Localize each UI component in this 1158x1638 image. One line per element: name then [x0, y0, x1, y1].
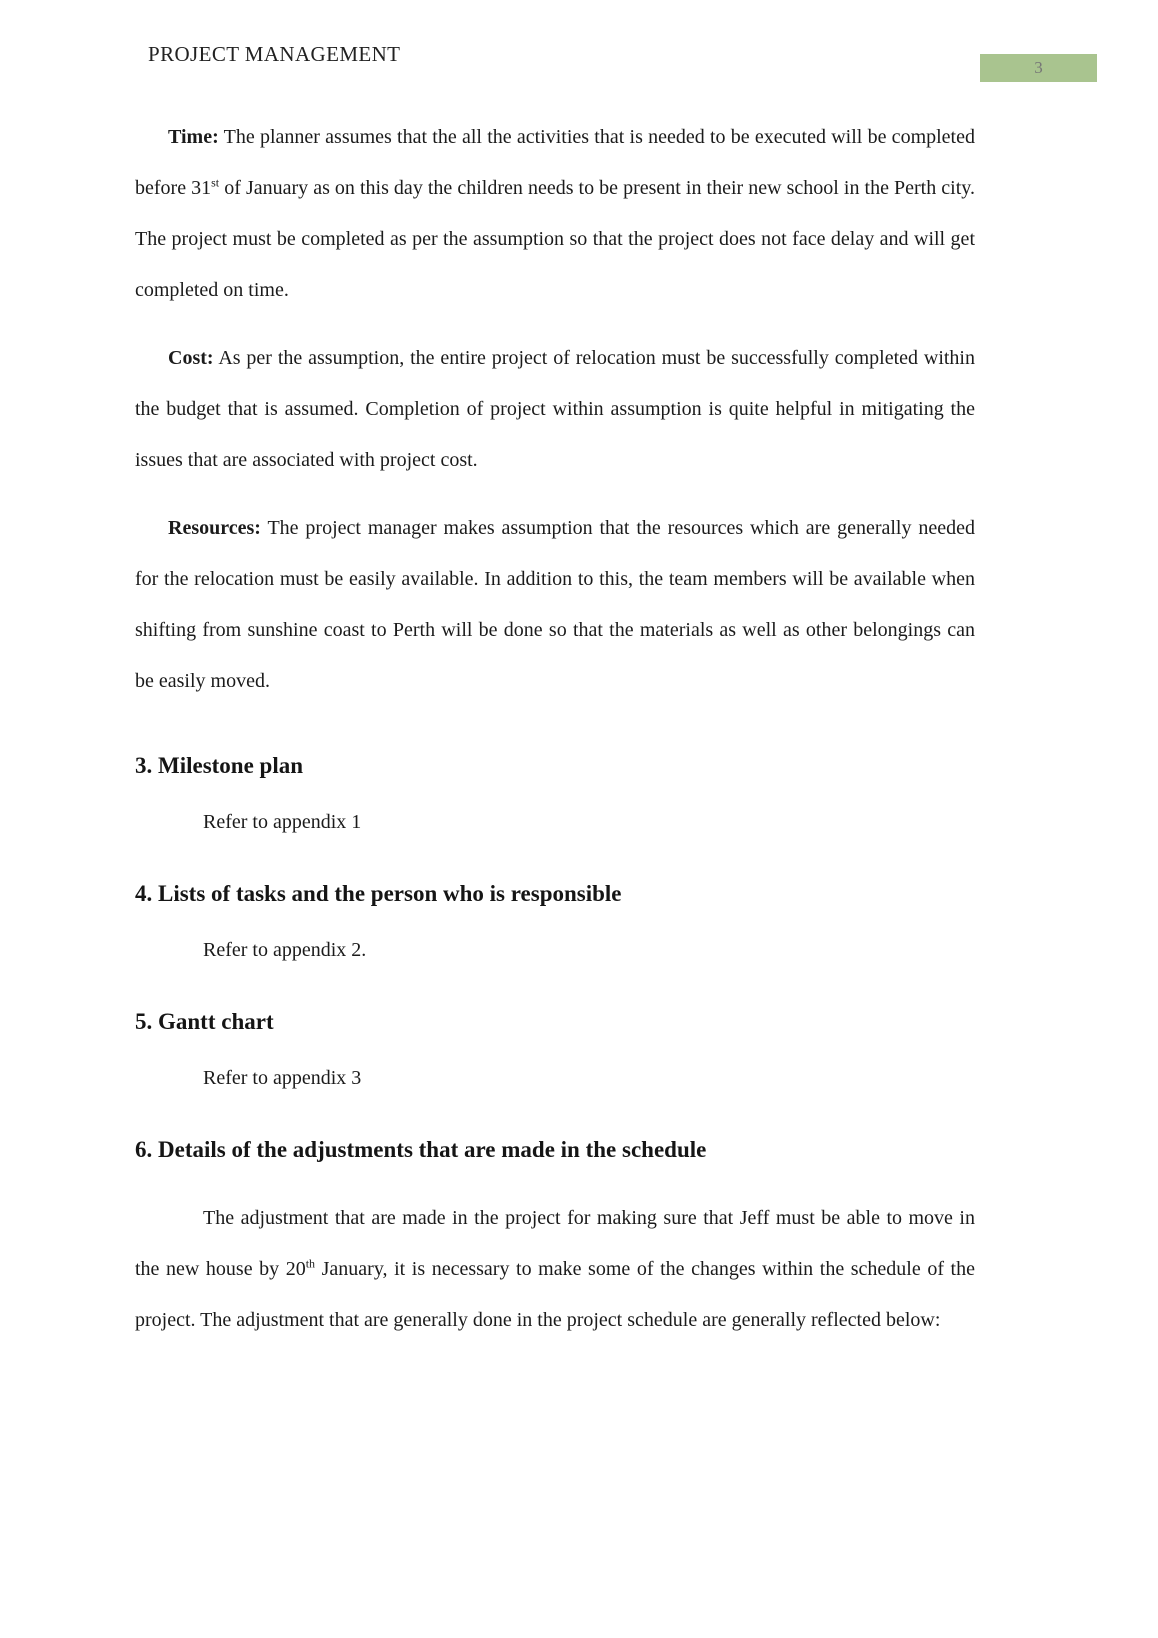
paragraph-time-text-2: of January as on this day the children needs to be present in their new school in the Perth city. The project must be completed as per the assumption so that the project does not face delay and will get completed on time.: [135, 177, 975, 301]
section-heading-gantt-chart: 5. Gantt chart: [135, 1009, 274, 1034]
paragraph-time-label: Time:: [168, 126, 219, 148]
paragraph-resources-text: The project manager makes assumption that the resources which are generally needed for the relocation must be easily available. In addition to this, the team members will be available when shifting from sunshine coast to Perth will be done so that the materials as well as other belongings can be easily moved.: [135, 517, 975, 692]
document-body: [135, 112, 975, 1363]
paragraph-cost: [135, 333, 975, 486]
paragraph-resources: [135, 503, 975, 707]
paragraph-resources-label: Resources:: [168, 517, 261, 539]
page-header: [148, 42, 1097, 77]
section-heading-lists-of-tasks: 4. Lists of tasks and the person who is responsible: [135, 881, 622, 906]
paragraph-time: [135, 112, 975, 316]
paragraph-cost-text: As per the assumption, the entire project of relocation must be successfully completed within the budget that is assumed. Completion of project within assumption is quite helpful in mitigating the issues that are associated with project cost.: [135, 347, 975, 471]
page-number-badge: [980, 54, 1097, 82]
ordinal-superscript: st: [211, 175, 220, 190]
section-heading-milestone-plan: 3. Milestone plan: [135, 753, 304, 778]
ordinal-superscript: th: [305, 1256, 316, 1271]
paragraph-adjustments-text-2: January, it is necessary to make some of the changes within the schedule of the project. The adjustment that are generally done in the project schedule are generally reflected below:: [135, 1258, 975, 1331]
refer-appendix-2: Refer to appendix 2.: [203, 939, 367, 961]
paragraph-cost-label: Cost:: [168, 347, 214, 369]
section-heading-adjustments: 6. Details of the adjustments that are made in the schedule: [135, 1137, 707, 1162]
paragraph-adjustments-text-1: The adjustment that are made in the project for making sure that Jeff must be able to move in the new house by 20: [135, 1207, 975, 1280]
refer-appendix-3: Refer to appendix 3: [203, 1067, 362, 1089]
running-header-title: PROJECT MANAGEMENT: [148, 42, 401, 66]
paragraph-time-text-1: The planner assumes that the all the activities that is needed to be executed will be completed before 31: [135, 126, 975, 199]
page-number: 3: [1034, 58, 1043, 77]
paragraph-adjustments: [135, 1193, 975, 1346]
refer-appendix-1: Refer to appendix 1: [203, 811, 362, 833]
